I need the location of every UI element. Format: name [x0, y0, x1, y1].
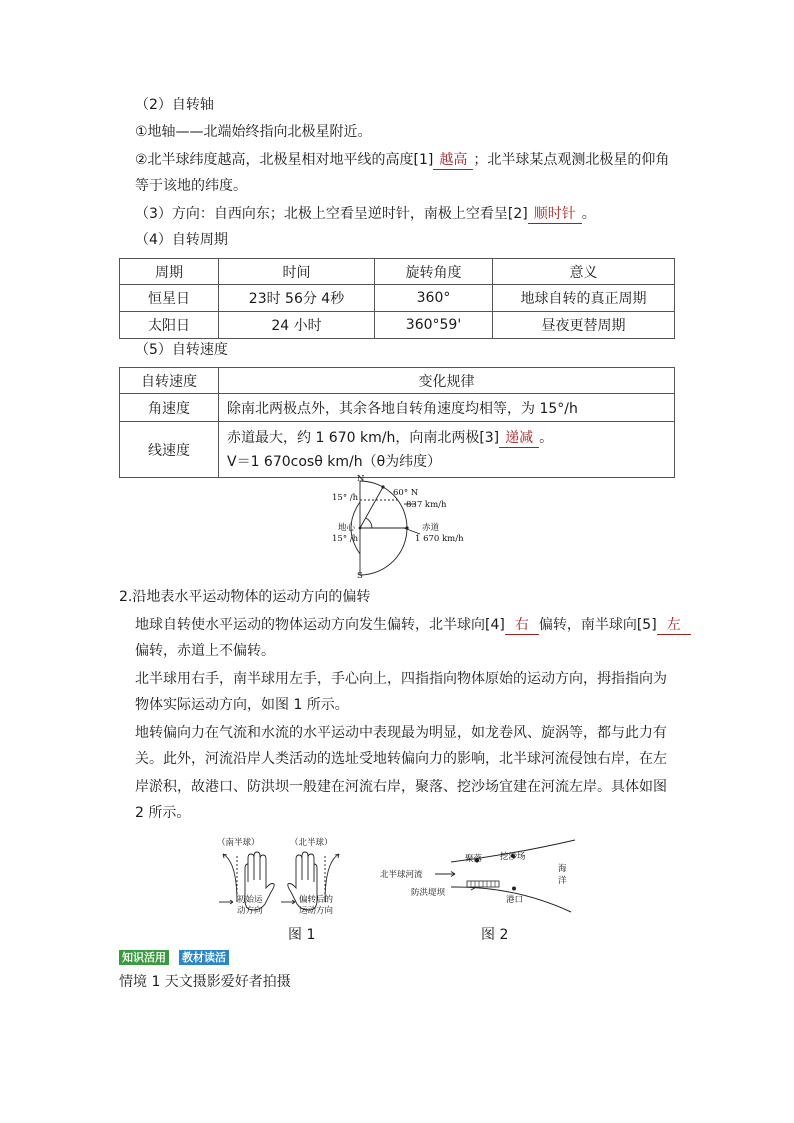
figure-1-caption: 图 1	[288, 927, 316, 943]
left-deflection-arrow	[223, 854, 237, 902]
deflection-paragraph-2: 北半球用右手，南半球用左手，手心向上，四指指向物体原始的运动方向，拇指指向为	[135, 671, 667, 687]
section-4-heading: （4）自转周期	[135, 232, 228, 248]
table-cell: 除南北两极点外，其余各地自转角速度均相等，为 15°/h	[219, 394, 675, 422]
table-cell: 360°59'	[375, 312, 493, 339]
point-center	[359, 527, 362, 530]
ocean-label-2: 洋	[558, 876, 567, 886]
angle-arc	[366, 518, 372, 528]
table-cell: 360°	[375, 285, 493, 312]
speed-60-label: 837 km/h	[406, 500, 447, 510]
linear-speed-formula: V＝1 670cosθ km/h（θ为纬度）	[227, 453, 442, 470]
initial-direction-label-1: 初始运	[237, 895, 263, 905]
answer-1: 越高	[433, 152, 473, 170]
text-fragment: ；北半球某点观测北极星的仰角	[473, 152, 670, 168]
deflection-paragraph-3-line3: 岸淤积，故港口、防洪坝一般建在河流右岸，聚落、挖沙场宜建在河流左岸。具体如图	[135, 779, 667, 795]
deflection-paragraph-1-cont: 偏转，赤道上不偏转。	[135, 643, 275, 659]
point-equator	[405, 526, 408, 529]
deflection-paragraph-3: 地转偏向力在气流和水流的水平运动中表现最为明显，如龙卷风、旋涡等，都与此力有	[135, 725, 667, 741]
northern-hemisphere-label: （北半球）	[290, 838, 333, 848]
text-fragment: 赤道最大，约 1 670 km/h，向南北两极[3]	[227, 429, 500, 446]
answer-4: 右	[505, 617, 539, 635]
linear-speed-rule	[227, 426, 674, 450]
sand-pit-label: 挖沙场	[500, 852, 526, 862]
answer-2: 顺时针	[528, 206, 582, 224]
south-pole-label: S	[357, 571, 363, 581]
southern-hemisphere-label: （南半球）	[217, 838, 260, 848]
table-row	[120, 422, 675, 478]
section-3-direction	[135, 204, 596, 224]
levee-label: 防洪堤坝	[411, 888, 446, 898]
table-row	[120, 312, 675, 339]
section-5-heading: （5）自转速度	[135, 342, 228, 358]
table-cell: 地球自转的真正周期	[493, 285, 675, 312]
port-label: 港口	[506, 895, 524, 905]
text-fragment: 。	[539, 429, 554, 446]
section-2-item-2-cont: 等于该地的纬度。	[135, 178, 247, 194]
table-header: 时间	[219, 259, 375, 285]
textbook-reading-badge: 教材读活	[179, 950, 229, 965]
text-fragment: （3）方向：自西向东；北极上空看呈逆时针，南极上空看呈[2]	[135, 206, 528, 222]
rotation-period-table	[119, 258, 675, 339]
knowledge-application-badge: 知识活用	[119, 950, 169, 965]
equator-label: 赤道	[422, 523, 440, 533]
table-cell	[219, 422, 675, 478]
deflection-section-title: 2.沿地表水平运动物体的运动方向的偏转	[119, 589, 371, 605]
deflected-direction-label-1: 偏转后的	[299, 895, 334, 905]
table-cell: 角速度	[120, 394, 219, 422]
deflection-paragraph-3-line2: 关。此外，河流沿岸人类活动的选址受地转偏向力的影响，北半球河流侵蚀右岸，在左	[135, 751, 667, 767]
table-header: 旋转角度	[375, 259, 493, 285]
text-fragment: ②北半球纬度越高，北极星相对地平线的高度[1]	[135, 152, 434, 168]
answer-5: 左	[657, 617, 691, 635]
text-fragment: 。	[581, 206, 596, 222]
deflection-paragraph-2-cont: 物体实际运动方向，如图 1 所示。	[135, 697, 349, 713]
table-cell: 恒星日	[120, 285, 219, 312]
north-pole-label: N	[357, 474, 365, 484]
section-2-item-2	[135, 150, 669, 170]
section-2-item-1: ①地轴——北端始终指向北极星附近。	[135, 124, 372, 140]
table-header: 自转速度	[120, 368, 219, 394]
table-cell: 太阳日	[120, 312, 219, 339]
top-rate-label: 15° /h	[332, 493, 359, 503]
settlement-label: 聚落	[465, 854, 483, 864]
table-header: 变化规律	[219, 368, 675, 394]
speed-equator-label: 1 670 km/h	[415, 534, 464, 544]
table-cell: 24 小时	[219, 312, 375, 339]
scenario-heading: 情境 1 天文摄影爱好者拍摄	[119, 974, 291, 990]
table-header-row	[120, 259, 675, 285]
section-2-heading: （2）自转轴	[135, 97, 214, 113]
bottom-rate-label: 15° /h	[332, 534, 359, 544]
text-fragment: 偏转，南半球向[5]	[538, 617, 657, 633]
table-header: 意义	[493, 259, 675, 285]
earth-center-label: 地心	[338, 523, 356, 533]
table-cell: 线速度	[120, 422, 219, 478]
ocean-label-1: 海	[558, 864, 567, 874]
northern-river-label: 北半球河流	[380, 870, 423, 880]
deflection-paragraph-3-line4: 2 所示。	[135, 805, 191, 821]
table-header-row	[120, 368, 675, 394]
answer-3: 递减	[499, 430, 539, 448]
deflected-direction-label-2: 运动方向	[299, 906, 334, 916]
radius-60n	[360, 487, 383, 528]
text-fragment: 地球自转使水平运动的物体运动方向发生偏转，北半球向[4]	[135, 617, 505, 633]
lat-60-label: 60° N	[393, 488, 419, 498]
table-row	[120, 285, 675, 312]
rotation-speed-table	[119, 367, 675, 478]
table-cell: 昼夜更替周期	[493, 312, 675, 339]
initial-direction-label-2: 动方向	[237, 906, 263, 916]
port-marker	[512, 887, 516, 891]
table-cell: 23时 56分 4秒	[219, 285, 375, 312]
deflection-paragraph-1	[135, 615, 691, 635]
table-header: 周期	[120, 259, 219, 285]
figure-2-caption: 图 2	[481, 927, 509, 943]
table-row	[120, 394, 675, 422]
point-60n	[381, 485, 384, 488]
